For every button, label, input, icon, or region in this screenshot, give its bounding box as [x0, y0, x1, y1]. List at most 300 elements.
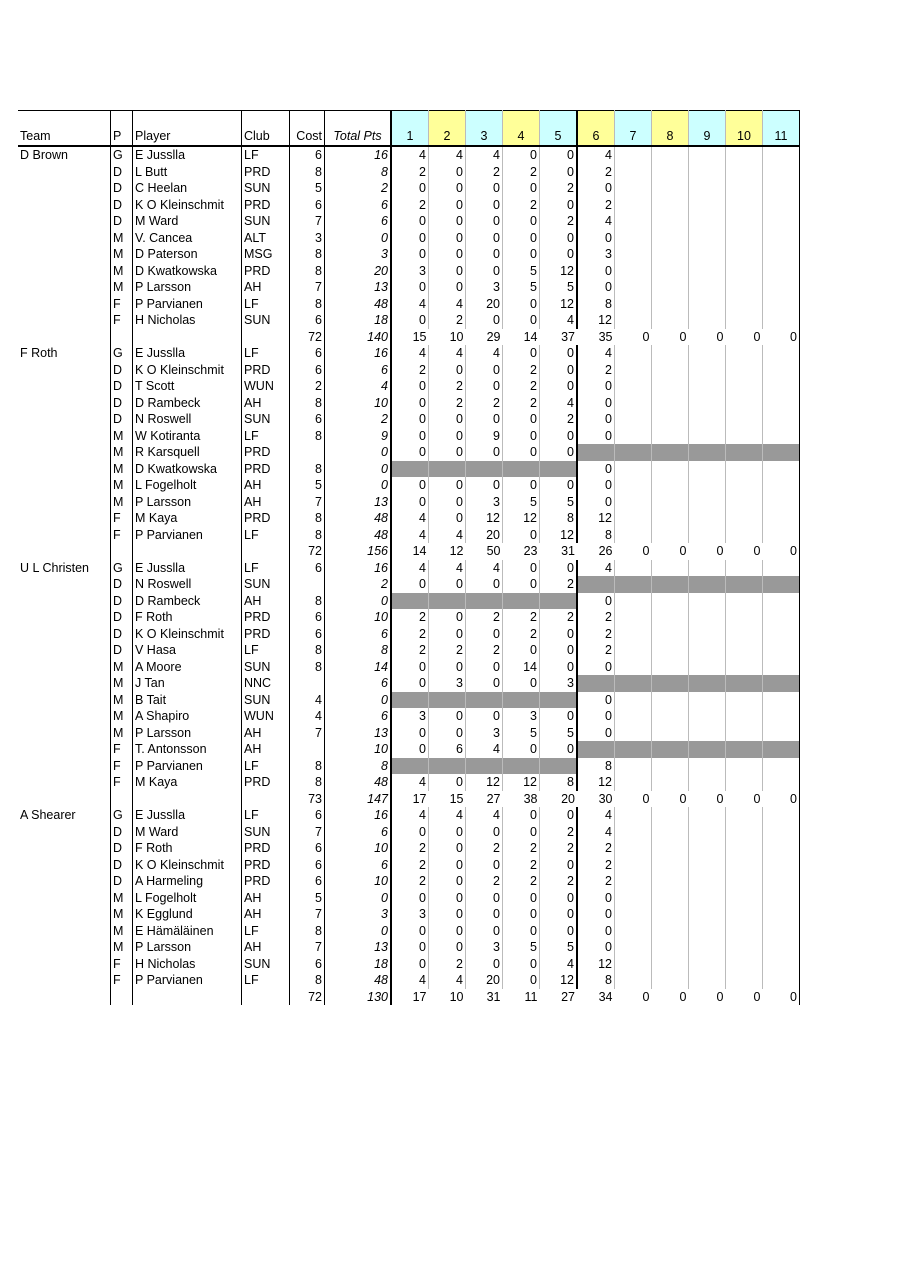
round-2-total: 15: [449, 791, 464, 806]
team-points-total: 140: [325, 329, 392, 346]
round-11-cell: [763, 956, 800, 973]
round-8-cell: [652, 840, 689, 857]
team-name-cell: [18, 180, 111, 197]
round-9-cell: [689, 477, 726, 494]
round-9-cell: [689, 708, 726, 725]
round-3-cell: 3: [466, 494, 503, 511]
club-cell: LF: [242, 296, 290, 313]
total-pts-cell: 3: [325, 246, 392, 263]
round-10-cell: [726, 395, 763, 412]
round-10-cell: [726, 593, 763, 610]
team-name-cell: A Shearer: [18, 807, 111, 824]
round-11-cell: [763, 494, 800, 511]
team-name-cell: [18, 263, 111, 280]
round-2-cell: 0: [429, 263, 466, 280]
team-points-total: 147: [325, 791, 392, 808]
cost-cell: 8: [290, 428, 325, 445]
round-6-cell: 0: [577, 708, 615, 725]
round-11-cell: [763, 146, 800, 164]
round-9-cell: [689, 659, 726, 676]
club-cell: AH: [242, 494, 290, 511]
round-11-cell: [763, 378, 800, 395]
round-10-cell: [726, 527, 763, 544]
round-2-cell: 4: [429, 527, 466, 544]
team-total-row: [18, 329, 800, 346]
round-6-cell: 12: [577, 510, 615, 527]
team-name-cell: [18, 758, 111, 775]
total-pts-cell: 10: [325, 609, 392, 626]
round-10-cell: [726, 659, 763, 676]
round-5-cell: 12: [540, 527, 578, 544]
club-cell: PRD: [242, 626, 290, 643]
position-cell: M: [111, 444, 133, 461]
club-cell: AH: [242, 906, 290, 923]
round-4-cell: 5: [503, 494, 540, 511]
round-4-cell: 3: [503, 708, 540, 725]
player-row: [18, 312, 800, 329]
team-name-cell: [18, 213, 111, 230]
round-2-cell: 2: [429, 956, 466, 973]
team-name-cell: [18, 939, 111, 956]
round-6-cell: 0: [577, 659, 615, 676]
cost-cell: [290, 741, 325, 758]
player-row: [18, 246, 800, 263]
total-pts-cell: 48: [325, 774, 392, 791]
round-4-cell: 14: [503, 659, 540, 676]
team-name-cell: [18, 923, 111, 940]
round-8-cell: [652, 642, 689, 659]
round-9-cell: [689, 741, 726, 758]
club-cell: PRD: [242, 873, 290, 890]
header-round-7: 7: [615, 111, 652, 147]
round-10-cell: [726, 411, 763, 428]
round-2-total: 10: [449, 329, 464, 344]
player-name-cell: L Fogelholt: [133, 890, 242, 907]
round-4-cell: 5: [503, 263, 540, 280]
round-9-cell: [689, 725, 726, 742]
round-4-cell: 5: [503, 279, 540, 296]
total-pts-cell: 18: [325, 956, 392, 973]
round-10-cell: [726, 345, 763, 362]
round-8-cell: [652, 527, 689, 544]
round-4-cell: 0: [503, 560, 540, 577]
round-8-cell: [652, 477, 689, 494]
club-cell: SUN: [242, 180, 290, 197]
cost-cell: 8: [290, 527, 325, 544]
player-name-cell: P Larsson: [133, 725, 242, 742]
player-row: [18, 428, 800, 445]
round-8-cell: [652, 180, 689, 197]
round-5-cell: 0: [540, 428, 578, 445]
round-2-cell: 0: [429, 510, 466, 527]
round-10-cell: [726, 873, 763, 890]
round-6-cell: 8: [577, 527, 615, 544]
round-5-total: 27: [561, 989, 575, 1004]
position-cell: M: [111, 246, 133, 263]
round-1-cell: 0: [391, 659, 429, 676]
round-5-cell: 8: [540, 510, 578, 527]
team-cost-total: 72: [290, 329, 325, 346]
round-6-cell: 0: [577, 692, 615, 709]
round-1-cell: 0: [391, 494, 429, 511]
round-6-cell: 4: [577, 345, 615, 362]
round-9-cell: [689, 560, 726, 577]
round-8-cell: [652, 279, 689, 296]
cost-cell: 6: [290, 146, 325, 164]
round-8-cell: [652, 378, 689, 395]
round-10-cell: [726, 494, 763, 511]
round-6-cell: 4: [577, 807, 615, 824]
total-pts-cell: 48: [325, 510, 392, 527]
team-name-cell: [18, 659, 111, 676]
round-3-cell: 0: [466, 857, 503, 874]
round-6-cell: 0: [577, 428, 615, 445]
round-8-cell: [652, 362, 689, 379]
player-name-cell: M Kaya: [133, 774, 242, 791]
round-2-cell: 0: [429, 213, 466, 230]
position-cell: [111, 329, 133, 346]
round-3-cell: 20: [466, 527, 503, 544]
round-5-cell: 12: [540, 263, 578, 280]
position-cell: F: [111, 956, 133, 973]
round-5-cell: 0: [540, 659, 578, 676]
player-name-cell: [133, 543, 242, 560]
round-3-cell: 0: [466, 708, 503, 725]
round-3-cell: 2: [466, 840, 503, 857]
round-6-cell: 2: [577, 840, 615, 857]
round-4-cell: 0: [503, 956, 540, 973]
round-6-cell: 0: [577, 411, 615, 428]
round-2-cell: 0: [429, 230, 466, 247]
round-3-cell: 0: [466, 659, 503, 676]
position-cell: D: [111, 642, 133, 659]
round-6-cell: 12: [577, 312, 615, 329]
round-1-cell: 0: [391, 939, 429, 956]
round-5-cell: 0: [540, 197, 578, 214]
position-cell: M: [111, 906, 133, 923]
round-4-cell: 2: [503, 609, 540, 626]
player-name-cell: V Hasa: [133, 642, 242, 659]
player-name-cell: L Butt: [133, 164, 242, 181]
club-cell: [242, 791, 290, 808]
team-name-cell: [18, 725, 111, 742]
round-6-cell: 2: [577, 362, 615, 379]
round-11-cell: [763, 758, 800, 775]
round-3-cell: 0: [466, 213, 503, 230]
round-1-cell: 0: [391, 890, 429, 907]
round-8-cell: [652, 741, 689, 758]
position-cell: D: [111, 180, 133, 197]
round-6-cell: 0: [577, 230, 615, 247]
total-pts-cell: 10: [325, 840, 392, 857]
round-8-cell: [652, 444, 689, 461]
round-7-cell: [615, 807, 652, 824]
round-11-total: 0: [763, 543, 800, 560]
player-row: [18, 560, 800, 577]
round-10-cell: [726, 692, 763, 709]
player-row: [18, 675, 800, 692]
round-10-cell: [726, 312, 763, 329]
round-1-cell: 0: [391, 395, 429, 412]
round-9-cell: [689, 510, 726, 527]
position-cell: M: [111, 708, 133, 725]
cost-cell: 7: [290, 279, 325, 296]
round-5-cell: 2: [540, 840, 578, 857]
position-cell: D: [111, 378, 133, 395]
round-4-cell: 0: [503, 675, 540, 692]
player-name-cell: A Moore: [133, 659, 242, 676]
round-11-cell: [763, 180, 800, 197]
round-4-cell: 0: [503, 890, 540, 907]
round-9-cell: [689, 362, 726, 379]
round-8-cell: [652, 956, 689, 973]
round-11-cell: [763, 461, 800, 478]
round-9-cell: [689, 840, 726, 857]
round-3-total: 50: [486, 544, 501, 559]
round-5-cell: 0: [540, 362, 578, 379]
team-total-row: [18, 543, 800, 560]
team-name-cell: [18, 972, 111, 989]
round-9-cell: [689, 593, 726, 610]
round-2-cell: 4: [429, 146, 466, 164]
round-4-cell: 0: [503, 824, 540, 841]
round-2-cell: 4: [429, 972, 466, 989]
round-5-cell: 5: [540, 725, 578, 742]
round-10-cell: [726, 807, 763, 824]
round-7-cell: [615, 576, 652, 593]
round-3-cell: 4: [466, 345, 503, 362]
player-row: [18, 146, 800, 164]
club-cell: NNC: [242, 675, 290, 692]
player-row: [18, 213, 800, 230]
header-round-2: 2: [429, 111, 466, 147]
round-7-cell: [615, 510, 652, 527]
total-pts-cell: 6: [325, 213, 392, 230]
round-10-cell: [726, 758, 763, 775]
position-cell: D: [111, 197, 133, 214]
player-row: [18, 659, 800, 676]
cost-cell: 6: [290, 345, 325, 362]
round-1-cell: 4: [391, 527, 429, 544]
round-2-cell: 0: [429, 164, 466, 181]
round-7-total: 0: [642, 544, 650, 559]
club-cell: AH: [242, 939, 290, 956]
round-9-cell: [689, 824, 726, 841]
round-5-cell: 0: [540, 807, 578, 824]
round-7-cell: [615, 873, 652, 890]
round-2-cell: 0: [429, 840, 466, 857]
round-1-cell: 3: [391, 906, 429, 923]
round-2-cell: 0: [429, 279, 466, 296]
round-9-cell: [689, 626, 726, 643]
club-cell: AH: [242, 279, 290, 296]
round-7-cell: [615, 642, 652, 659]
player-row: [18, 741, 800, 758]
player-name-cell: N Roswell: [133, 576, 242, 593]
player-row: [18, 263, 800, 280]
round-9-cell: [689, 146, 726, 164]
header-round-9: 9: [689, 111, 726, 147]
round-6-cell: [577, 741, 615, 758]
cost-cell: 8: [290, 774, 325, 791]
round-11-cell: [763, 807, 800, 824]
position-cell: M: [111, 890, 133, 907]
round-10-total: 0: [753, 989, 761, 1004]
round-8-total: 0: [679, 791, 687, 806]
total-pts-cell: 4: [325, 378, 392, 395]
player-name-cell: E Jusslla: [133, 146, 242, 164]
round-4-cell: 2: [503, 378, 540, 395]
round-11-cell: [763, 725, 800, 742]
player-name-cell: E Jusslla: [133, 345, 242, 362]
round-5-total: 37: [561, 329, 575, 344]
club-cell: AH: [242, 395, 290, 412]
round-4-cell: 2: [503, 197, 540, 214]
team-name-cell: [18, 576, 111, 593]
team-name-cell: [18, 230, 111, 247]
player-row: [18, 824, 800, 841]
round-4-cell: 2: [503, 857, 540, 874]
header-position: P: [111, 111, 133, 147]
round-2-cell: 0: [429, 659, 466, 676]
player-name-cell: J Tan: [133, 675, 242, 692]
team-name-cell: [18, 675, 111, 692]
team-name-cell: D Brown: [18, 146, 111, 164]
round-8-cell: [652, 510, 689, 527]
player-name-cell: C Heelan: [133, 180, 242, 197]
team-total-row: [18, 791, 800, 808]
round-1-cell: 0: [391, 741, 429, 758]
round-2-cell: 0: [429, 444, 466, 461]
round-11-cell: [763, 708, 800, 725]
round-9-cell: [689, 312, 726, 329]
player-row: [18, 626, 800, 643]
position-cell: G: [111, 807, 133, 824]
club-cell: LF: [242, 428, 290, 445]
club-cell: SUN: [242, 576, 290, 593]
cost-cell: [290, 675, 325, 692]
round-3-cell: 0: [466, 675, 503, 692]
player-name-cell: P Larsson: [133, 494, 242, 511]
round-2-cell: 0: [429, 197, 466, 214]
cost-cell: 6: [290, 560, 325, 577]
round-8-cell: [652, 411, 689, 428]
round-7-cell: [615, 593, 652, 610]
player-row: [18, 576, 800, 593]
round-10-total: 0: [753, 544, 761, 559]
round-5-cell: 0: [540, 345, 578, 362]
team-name-cell: [18, 527, 111, 544]
player-name-cell: R Karsquell: [133, 444, 242, 461]
player-name-cell: D Rambeck: [133, 593, 242, 610]
round-10-cell: [726, 263, 763, 280]
round-4-cell: 0: [503, 296, 540, 313]
round-4-cell: 0: [503, 477, 540, 494]
round-4-cell: 0: [503, 642, 540, 659]
round-1-cell: 0: [391, 675, 429, 692]
round-10-cell: [726, 725, 763, 742]
cost-cell: 8: [290, 659, 325, 676]
round-2-cell: 4: [429, 345, 466, 362]
round-8-cell: [652, 708, 689, 725]
round-6-cell: 0: [577, 890, 615, 907]
cost-cell: 8: [290, 461, 325, 478]
player-name-cell: L Fogelholt: [133, 477, 242, 494]
round-3-cell: 0: [466, 180, 503, 197]
team-name-cell: [18, 197, 111, 214]
round-2-cell: 4: [429, 296, 466, 313]
round-9-cell: [689, 444, 726, 461]
round-8-cell: [652, 230, 689, 247]
round-11-cell: [763, 263, 800, 280]
round-7-cell: [615, 461, 652, 478]
round-3-cell: 0: [466, 956, 503, 973]
round-10-cell: [726, 824, 763, 841]
position-cell: D: [111, 873, 133, 890]
round-10-cell: [726, 708, 763, 725]
round-5-cell: 12: [540, 972, 578, 989]
round-6-cell: 0: [577, 477, 615, 494]
round-2-cell: 2: [429, 395, 466, 412]
round-1-cell: 0: [391, 279, 429, 296]
round-7-cell: [615, 774, 652, 791]
round-1-cell: 0: [391, 428, 429, 445]
round-9-cell: [689, 494, 726, 511]
round-3-cell: [466, 758, 503, 775]
round-10-total: 0: [753, 791, 761, 806]
round-7-cell: [615, 824, 652, 841]
round-2-cell: 0: [429, 774, 466, 791]
round-7-cell: [615, 230, 652, 247]
round-10-cell: [726, 890, 763, 907]
round-7-total: 0: [642, 329, 650, 344]
position-cell: F: [111, 527, 133, 544]
round-7-cell: [615, 296, 652, 313]
round-7-cell: [615, 362, 652, 379]
cost-cell: 8: [290, 972, 325, 989]
round-6-cell: 4: [577, 560, 615, 577]
cost-cell: 6: [290, 956, 325, 973]
position-cell: G: [111, 146, 133, 164]
total-pts-cell: 6: [325, 708, 392, 725]
round-7-cell: [615, 972, 652, 989]
round-6-cell: 0: [577, 923, 615, 940]
round-9-total: 0: [716, 544, 724, 559]
total-pts-cell: 6: [325, 626, 392, 643]
round-10-cell: [726, 906, 763, 923]
round-4-cell: 12: [503, 774, 540, 791]
team-name-cell: [18, 312, 111, 329]
round-9-total: 0: [716, 329, 724, 344]
round-6-cell: [577, 675, 615, 692]
round-1-cell: 0: [391, 444, 429, 461]
header-round-6: 6: [577, 111, 615, 147]
round-1-cell: 2: [391, 164, 429, 181]
player-name-cell: E Hämäläinen: [133, 923, 242, 940]
club-cell: PRD: [242, 362, 290, 379]
position-cell: D: [111, 840, 133, 857]
round-5-cell: 0: [540, 230, 578, 247]
round-10-cell: [726, 956, 763, 973]
round-10-cell: [726, 230, 763, 247]
round-11-cell: [763, 824, 800, 841]
round-5-cell: 0: [540, 906, 578, 923]
club-cell: AH: [242, 741, 290, 758]
round-5-cell: 2: [540, 180, 578, 197]
position-cell: M: [111, 692, 133, 709]
round-7-cell: [615, 906, 652, 923]
round-7-cell: [615, 197, 652, 214]
